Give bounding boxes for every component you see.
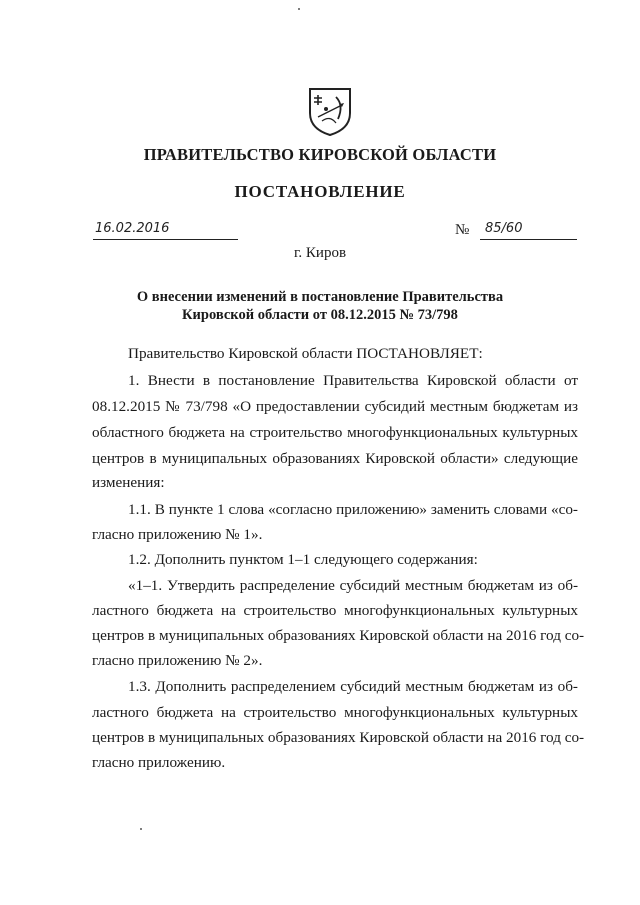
- body-line: гласно приложению № 1».: [92, 526, 263, 543]
- body-line: гласно приложению.: [92, 754, 226, 771]
- document-type-title: ПОСТАНОВЛЕНИЕ: [234, 182, 406, 201]
- subject-line: О внесении изменений в постановление Правительства: [136, 289, 504, 305]
- body-line: 08.12.2015 № 73/798 «О предоставлении субсидий местным бюджетам из: [92, 398, 578, 415]
- coat-of-arms-icon: [304, 85, 356, 137]
- body-line: 1.2. Дополнить пунктом 1–1 следующего содержания:: [128, 551, 478, 568]
- body-line: 1. Внести в постановление Правительства Кировской области от: [128, 372, 578, 389]
- handwritten-date: 16.02.2016: [95, 221, 170, 236]
- number-field: [480, 223, 577, 240]
- body-line: гласно приложению № 2».: [92, 652, 263, 669]
- handwritten-number: 85/60: [485, 221, 523, 236]
- body-line: центров в муниципальных образованиях Кировской области на 2016 год со-: [92, 627, 585, 644]
- body-line: центров в муниципальных образованиях Кировской области» следующие: [92, 450, 578, 467]
- date-field: [93, 223, 238, 240]
- body-line: Правительство Кировской области ПОСТАНОВЛЯЕТ:: [128, 345, 483, 362]
- body-line: ластного бюджета на строительство многофункциональных культурных: [92, 704, 578, 721]
- scan-speck: [298, 8, 300, 10]
- body-line: 1.3. Дополнить распределением субсидий местным бюджетам из об-: [128, 678, 578, 695]
- body-line: областного бюджета на строительство многофункциональных культурных: [92, 424, 578, 441]
- organization-title: ПРАВИТЕЛЬСТВО КИРОВСКОЙ ОБЛАСТИ: [143, 145, 497, 164]
- subject-line: Кировской области от 08.12.2015 № 73/798: [182, 307, 458, 323]
- body-line: ластного бюджета на строительство многофункциональных культурных: [92, 602, 578, 619]
- body-line: 1.1. В пункте 1 слова «согласно приложению» заменить словами «со-: [128, 501, 578, 518]
- number-sign: №: [455, 222, 470, 238]
- body-line: центров в муниципальных образованиях Кировской области на 2016 год со-: [92, 729, 585, 746]
- city: г. Киров: [293, 245, 347, 261]
- body-line: «1–1. Утвердить распределение субсидий местным бюджетам из об-: [128, 577, 578, 594]
- body-line: изменения:: [92, 474, 165, 491]
- scan-speck: [140, 828, 142, 830]
